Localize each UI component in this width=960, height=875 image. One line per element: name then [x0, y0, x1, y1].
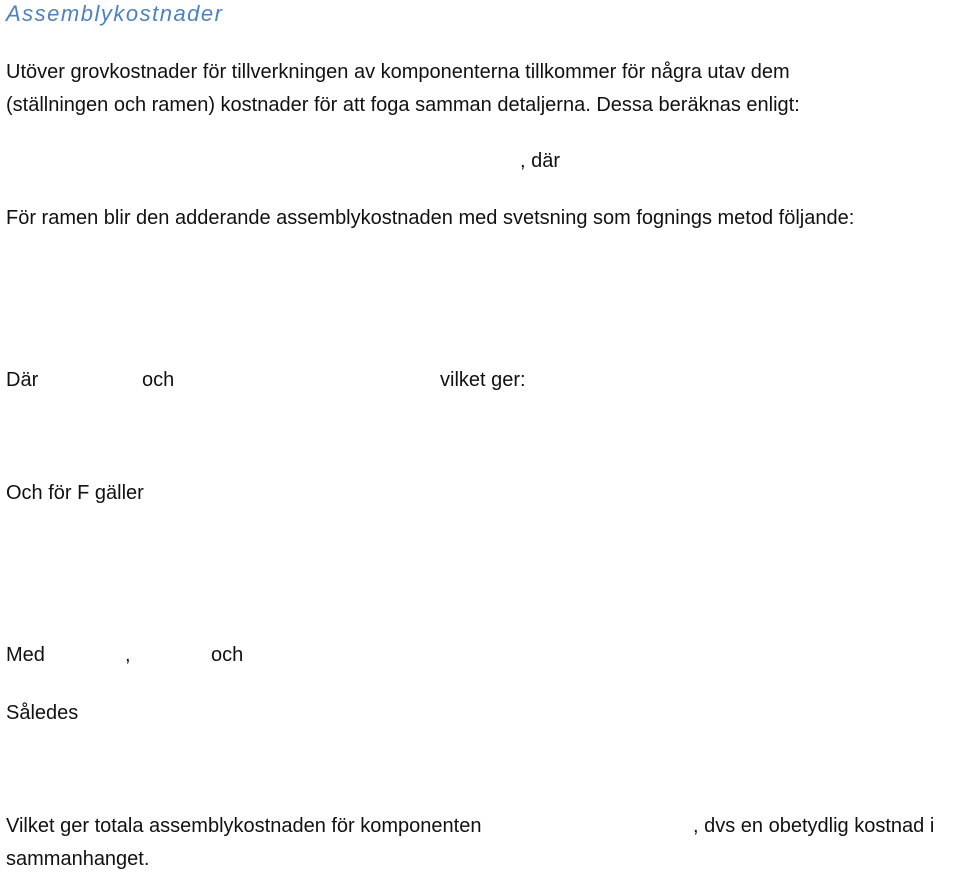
total-line-2: sammanhanget.: [6, 848, 150, 870]
saleds-text: Således: [6, 702, 79, 724]
och-text-2: och: [211, 644, 244, 666]
vilket-ger-text: vilket ger:: [440, 369, 526, 391]
intro-line-2: (ställningen och ramen) kostnader för att foga samman detaljerna. Dessa beräknas enligt:: [6, 94, 800, 116]
frame-intro-text: För ramen blir den adderande assemblykostnaden med svetsning som fognings metod följande:: [6, 207, 855, 229]
section-heading: Assemblykostnader: [6, 1, 224, 26]
total-line-1b: , dvs en obetydlig kostnad i: [693, 815, 935, 837]
comma-text: ,: [125, 644, 131, 666]
och-for-f-text: Och för F gäller: [6, 482, 144, 504]
med-text: Med: [6, 644, 45, 666]
dar-text: Där: [6, 369, 39, 391]
formula-where-text: , där: [520, 150, 561, 172]
total-line-1a: Vilket ger totala assemblykostnaden för komponenten: [6, 815, 482, 837]
och-text-1: och: [142, 369, 175, 391]
intro-line-1: Utöver grovkostnader för tillverkningen av komponenterna tillkommer för några utav dem: [6, 61, 790, 83]
